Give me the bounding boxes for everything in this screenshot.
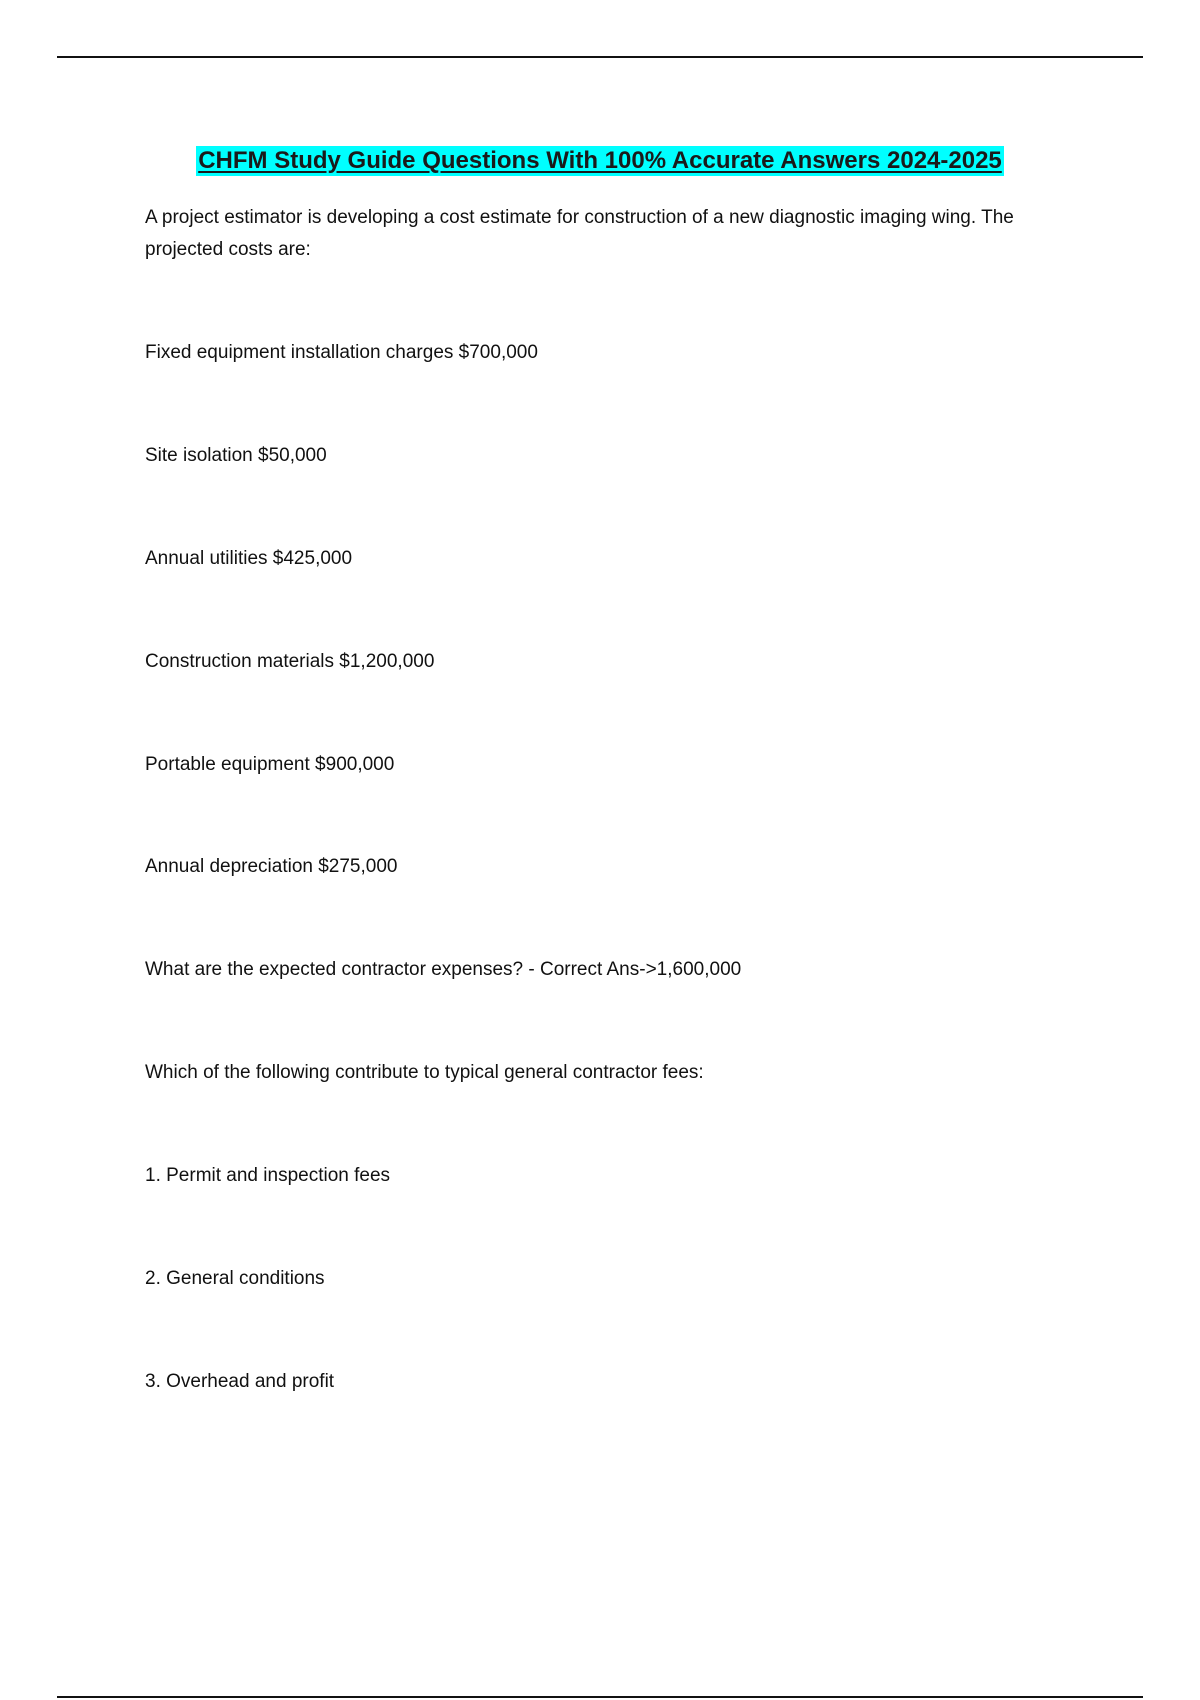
option-permit-fees: 1. Permit and inspection fees (145, 1165, 391, 1186)
question-contractor-fees: Which of the following contribute to typical general contractor fees: (145, 1062, 704, 1083)
top-rule (57, 56, 1143, 58)
question-contractor-expenses: What are the expected contractor expenses? - Correct Ans->1,600,000 (145, 959, 742, 980)
cost-item-annual-depreciation: Annual depreciation $275,000 (145, 856, 398, 877)
cost-item-construction-materials: Construction materials $1,200,000 (145, 651, 435, 672)
intro-paragraph: A project estimator is developing a cost estimate for construction of a new diagnostic imaging wing. The projected costs are: (145, 207, 1014, 260)
cost-item-annual-utilities: Annual utilities $425,000 (145, 548, 353, 569)
document-title: CHFM Study Guide Questions With 100% Accurate Answers 2024-2025 (198, 147, 1002, 174)
option-general-conditions: 2. General conditions (145, 1268, 325, 1289)
title-container (0, 146, 1200, 176)
cost-item-portable-equipment: Portable equipment $900,000 (145, 754, 395, 775)
bottom-rule (57, 1696, 1143, 1698)
cost-item-fixed-equipment: Fixed equipment installation charges $700,000 (145, 342, 538, 363)
cost-item-site-isolation: Site isolation $50,000 (145, 445, 327, 466)
option-overhead-profit: 3. Overhead and profit (145, 1371, 335, 1392)
